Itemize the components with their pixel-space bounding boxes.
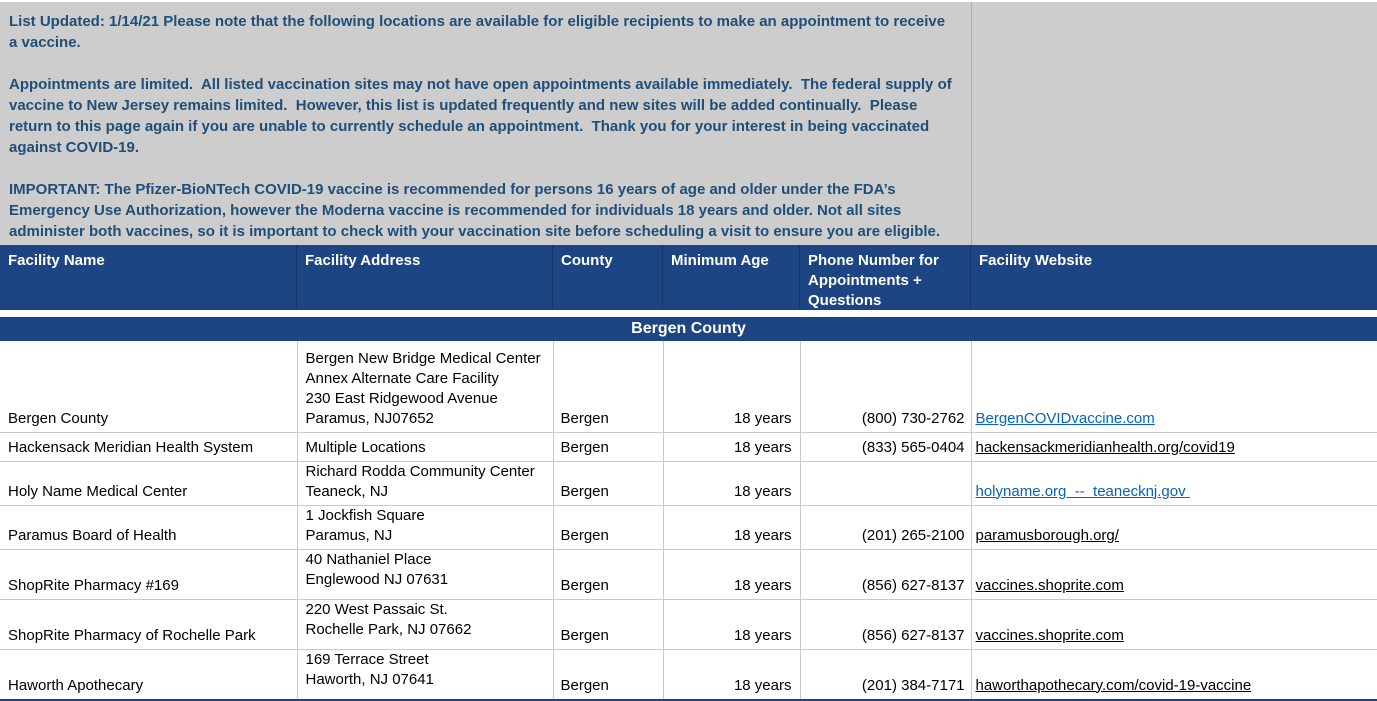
facility-address-cell (297, 649, 553, 700)
facility-website-link[interactable]: haworthapothecary.com/covid-19-vaccine (975, 676, 1252, 694)
table-row (0, 505, 1377, 549)
facility-address-cell (297, 461, 553, 505)
address-line: Richard Rodda Community Center (305, 462, 535, 480)
section-header-row (0, 317, 1377, 341)
column-header-phone-number: Phone Number for Appointments + Questions (800, 245, 971, 310)
facility-table (0, 317, 1377, 701)
facility-website-cell (971, 461, 1377, 505)
county-cell: Bergen (553, 341, 663, 432)
facility-address-cell (297, 341, 553, 432)
facility-website-cell (971, 649, 1377, 700)
address-line: 230 East Ridgewood Avenue (305, 389, 498, 407)
table-row (0, 649, 1377, 700)
notice-paragraph-important: IMPORTANT: The Pfizer-BioNTech COVID-19 vaccine is recommended for persons 16 years of age and older under the FDA’s Emergency Use Authorization, however the Moderna vaccine is recommended for individuals 18 years and older. Not all sites administer both vaccines, so it is important to check with your vaccination site before scheduling a visit to ensure you are eligible. (9, 181, 941, 240)
facility-name-cell: Hackensack Meridian Health System (0, 432, 297, 461)
table-row (0, 549, 1377, 599)
phone-number-cell: (833) 565-0404 (800, 432, 971, 461)
minimum-age-cell: 18 years (663, 505, 800, 549)
column-divider-line (971, 2, 972, 245)
minimum-age-cell: 18 years (663, 599, 800, 649)
address-line: Paramus, NJ07652 (305, 409, 434, 427)
facility-address-cell (297, 505, 553, 549)
facility-address-cell (297, 549, 553, 599)
facility-address-cell (297, 432, 553, 461)
address-line: 220 West Passaic St. (305, 600, 448, 618)
address-line: Teaneck, NJ (305, 482, 389, 500)
phone-number-cell: (201) 384-7171 (800, 649, 971, 700)
table-row (0, 461, 1377, 505)
table-row (0, 432, 1377, 461)
facility-name-cell: Paramus Board of Health (0, 505, 297, 549)
section-header-bergen-county: Bergen County (0, 317, 1377, 341)
phone-number-cell (800, 461, 971, 505)
facility-address-cell (297, 599, 553, 649)
minimum-age-cell: 18 years (663, 649, 800, 700)
facility-website-link[interactable]: hackensackmeridianhealth.org/covid19 (975, 438, 1235, 456)
phone-number-cell: (800) 730-2762 (800, 341, 971, 432)
facility-name-cell: Bergen County (0, 341, 297, 432)
facility-website-link[interactable]: vaccines.shoprite.com (975, 576, 1124, 594)
county-cell: Bergen (553, 461, 663, 505)
address-line: Annex Alternate Care Facility (305, 369, 499, 387)
address-line: 1 Jockfish Square (305, 506, 425, 524)
facility-website-cell (971, 599, 1377, 649)
county-cell: Bergen (553, 599, 663, 649)
address-line: Englewood NJ 07631 (305, 570, 449, 588)
facility-website-link[interactable]: paramusborough.org/ (975, 526, 1119, 544)
address-line: 169 Terrace Street (305, 650, 429, 668)
column-header-county: County (553, 245, 663, 310)
county-cell: Bergen (553, 432, 663, 461)
phone-number-cell: (856) 627-8137 (800, 549, 971, 599)
header-separator (0, 310, 1377, 317)
facility-website-link[interactable]: vaccines.shoprite.com (975, 626, 1124, 644)
facility-name-cell: Holy Name Medical Center (0, 461, 297, 505)
facility-website-cell (971, 505, 1377, 549)
address-line: 40 Nathaniel Place (305, 550, 432, 568)
county-cell: Bergen (553, 549, 663, 599)
table-row (0, 599, 1377, 649)
facility-website-link[interactable]: BergenCOVIDvaccine.com (975, 409, 1155, 427)
minimum-age-cell: 18 years (663, 461, 800, 505)
phone-number-cell: (201) 265-2100 (800, 505, 971, 549)
minimum-age-cell: 18 years (663, 549, 800, 599)
vaccine-locations-table (0, 245, 1377, 701)
table-header-row (0, 245, 1377, 310)
minimum-age-cell: 18 years (663, 341, 800, 432)
facility-website-link[interactable]: holyname.org -- teanecknj.gov (975, 482, 1190, 500)
facility-website-cell (971, 341, 1377, 432)
phone-number-cell: (856) 627-8137 (800, 599, 971, 649)
notice-paragraph-appointments-limited: Appointments are limited. All listed vaccination sites may not have open appointments available immediately. The federal supply of vaccine to New Jersey remains limited. However, this list is updated frequently and new sites will be added continually. Please return to this page again if you are unable to currently schedule an appointment. Thank you for your interest in being vaccinated against COVID-19. (9, 76, 956, 156)
address-line: Haworth, NJ 07641 (305, 670, 434, 688)
table-row (0, 341, 1377, 432)
address-line: Bergen New Bridge Medical Center (305, 349, 541, 367)
county-cell: Bergen (553, 649, 663, 700)
notice-paragraph-list-updated: List Updated: 1/14/21 Please note that the following locations are available for eligible recipients to make an appointment to receive a vaccine. (9, 13, 950, 51)
minimum-age-cell: 18 years (663, 432, 800, 461)
address-line: Paramus, NJ (305, 526, 393, 544)
update-notice-text (0, 2, 960, 242)
column-header-facility-address: Facility Address (297, 245, 553, 310)
facility-website-cell (971, 432, 1377, 461)
column-header-facility-website: Facility Website (979, 252, 1093, 269)
column-header-minimum-age: Minimum Age (663, 245, 800, 310)
facility-name-cell: Haworth Apothecary (0, 649, 297, 700)
facility-name-cell: ShopRite Pharmacy #169 (0, 549, 297, 599)
address-line: Rochelle Park, NJ 07662 (305, 620, 472, 638)
facility-website-cell (971, 549, 1377, 599)
update-notice-banner (0, 2, 1377, 245)
county-cell: Bergen (553, 505, 663, 549)
column-header-facility-name: Facility Name (0, 245, 297, 310)
address-line: Multiple Locations (305, 438, 426, 456)
facility-name-cell: ShopRite Pharmacy of Rochelle Park (0, 599, 297, 649)
